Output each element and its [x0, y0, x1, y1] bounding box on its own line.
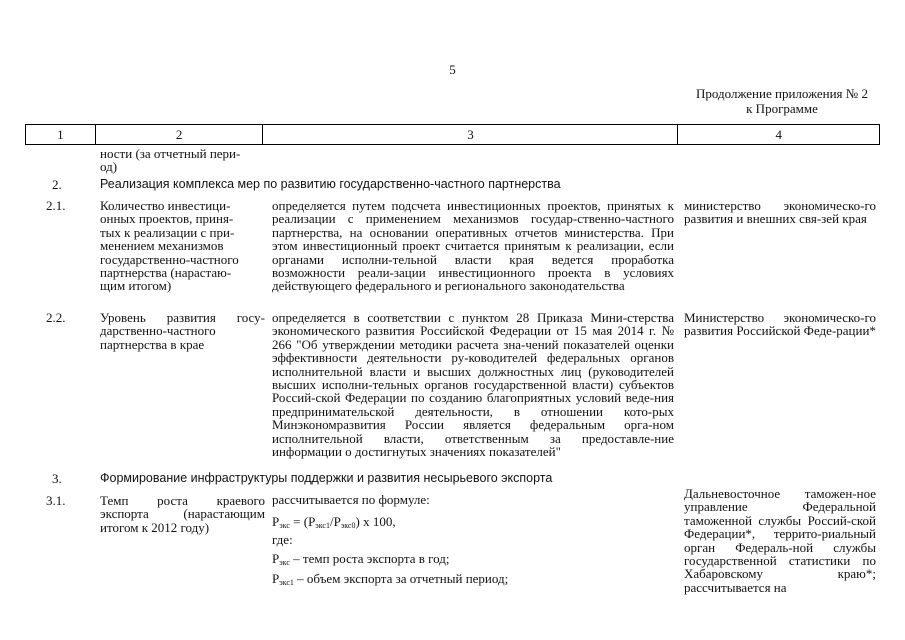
formula: $Р_{экс} = (Р_{экс1}/Р_{экс0})$ х 100,: [272, 514, 396, 530]
responsible-cell: министерство экономическо-го развития и внешних свя-зей края: [684, 198, 876, 227]
indicator-cell: Уровень развития госу-дарственно-частного партнерства в крае: [100, 310, 265, 352]
indicator-cell: Количество инвестици- онных проектов, приня- тых к реализации с при- менением механизмов государственно-частного партнерства (нарастаю- щим итогом): [100, 198, 239, 294]
indicator-cell: Темп роста краевого экспорта (нарастающим итогом к 2012 году): [100, 493, 265, 535]
responsible-cell: Дальневосточное таможен-ное управление Федеральной таможенной службы Россий-ской Федерации*, террито-риальный орган Федераль-ной службы государственной статистики по Хабаровскому краю*; рассчитывается на: [684, 486, 876, 595]
section-title: Реализация комплекса мер по развитию государственно-частного партнерства: [100, 177, 561, 191]
section-number: 3.: [52, 471, 62, 486]
method-cell: определяется в соответствии с пунктом 28 Приказа Мини-стерства экономического развития Российской Федерации от 15 мая 2014 г. № 266 "Об утверждении методики расчета зна-чений показателей оценки эффективности деятельности ру-ководителей федеральных органов исполнительной власти и высших должностных лиц (руководителей высших исполни-тельных органов государственной власти) субъектов Россий-ской Федерации по созданию благоприятных условий веде-ния предпринимательской деятельности, в отношении кото-рых Минэкономразвития России является федеральным орга-ном исполнительной власти, ответственным за предоставле-ние информации о достигнутых значениях показателей": [272, 310, 674, 460]
method-cell: определяется путем подсчета инвестиционных проектов, принятых к реализации с применением механизмов государ-ственно-частного партнерства, на основании оперативных отчетов министерства. При этом инвестиционный проект считается принятым к реализации, если органами исполни-тельной власти края ведется проработка возможности реали-зации инвестиционного проекта в условиях действующего федерального и регионального законодательства: [272, 198, 674, 294]
formula-definition: $Р_{экс}$ – темп роста экспорта в год;: [272, 551, 450, 567]
section-number: 2.: [52, 177, 62, 192]
row-number: 2.2.: [46, 310, 66, 325]
header-col-4: 4: [775, 127, 782, 142]
header-col-3: 3: [263, 125, 678, 144]
header-col-2: 2: [96, 125, 264, 144]
formula-where: где:: [272, 532, 293, 547]
responsible-cell: Министерство экономическо-го развития Российской Феде-рации*: [684, 310, 876, 339]
row-number: 2.1.: [46, 198, 66, 213]
row-number: 3.1.: [46, 493, 66, 508]
carryover-text: ности (за отчетный пери- од): [100, 146, 241, 175]
continuation-line-2: к Программе: [746, 101, 818, 116]
continuation-note: [660, 86, 904, 116]
method-intro: рассчитывается по формуле:: [272, 492, 430, 507]
page-number: 5: [449, 62, 456, 77]
section-title: Формирование инфраструктуры поддержки и развития несырьевого экспорта: [100, 471, 553, 485]
header-col-1: 1: [26, 125, 96, 144]
continuation-line-1: Продолжение приложения № 2: [696, 86, 868, 101]
table-header: [25, 124, 880, 145]
formula-definition: $Р_{экс1}$ – объем экспорта за отчетный период;: [272, 571, 509, 587]
